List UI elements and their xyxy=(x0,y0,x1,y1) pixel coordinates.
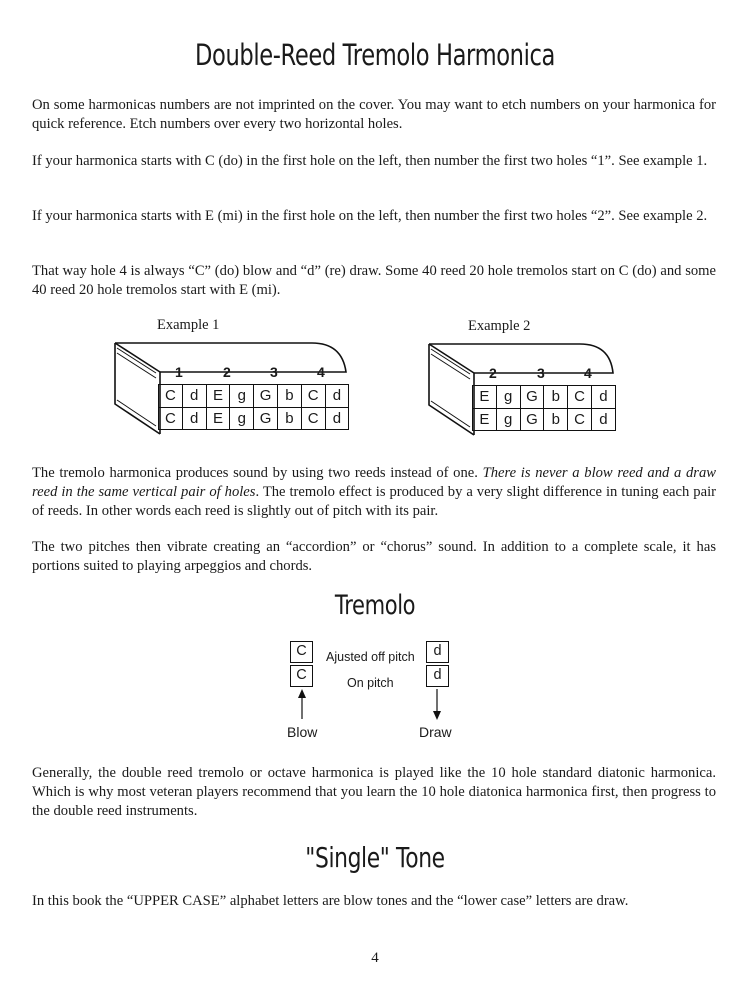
blow-label: Blow xyxy=(287,724,318,740)
note-cell: G xyxy=(254,385,278,408)
note-cell: d xyxy=(325,385,349,408)
example2-top-row xyxy=(473,386,616,409)
note-cell: C xyxy=(568,386,592,409)
tremolo-explanation-paragraph xyxy=(32,464,716,521)
note-cell: g xyxy=(496,408,520,431)
intro-paragraph: On some harmonicas numbers are not imprinted on the cover. You may want to etch numbers on your harmonica for quick reference. Etch numbers over every two horizontal holes. xyxy=(32,97,716,132)
note-cell: d xyxy=(182,407,206,430)
tremolo-text-end: . The tremolo effect is produced by a very slight difference in tuning each pair of reeds. In other words each reed is slightly out of pitch with its pair. xyxy=(32,484,716,519)
note-cell: G xyxy=(520,408,544,431)
note-cell: d xyxy=(591,386,615,409)
adjusted-off-pitch-label: Ajusted off pitch xyxy=(326,650,415,664)
note-cell: G xyxy=(254,407,278,430)
note-cell: E xyxy=(206,407,230,430)
note-cell: b xyxy=(544,386,568,409)
example1-label: Example 1 xyxy=(157,317,220,333)
example1-hole-number: 3 xyxy=(270,364,278,380)
example1-hole-number: 1 xyxy=(175,364,183,380)
example2-bottom-row xyxy=(473,408,616,431)
note-cell: d xyxy=(325,407,349,430)
note-cell: C xyxy=(568,408,592,431)
tremolo-text-start: The tremolo harmonica produces sound by using two reeds instead of one. xyxy=(32,465,483,481)
example2-note-grid xyxy=(472,385,616,431)
draw-reed-top: d xyxy=(426,641,449,663)
tremolo-text-emphasis: There is never a blow reed and a draw reed in the same vertical pair of holes xyxy=(32,465,716,500)
example1-hole-number: 4 xyxy=(317,364,325,380)
single-tone-heading: "Single" Tone xyxy=(305,841,445,874)
tremolo-heading: Tremolo xyxy=(334,590,416,621)
example2-hole-number: 2 xyxy=(489,365,497,381)
example2-label: Example 2 xyxy=(468,318,531,334)
example1-note-grid xyxy=(158,384,349,430)
example2-hole-number: 3 xyxy=(537,365,545,381)
note-cell: g xyxy=(230,385,254,408)
example2-hole-number: 4 xyxy=(584,365,592,381)
note-cell: E xyxy=(206,385,230,408)
example2-harmonica-diagram xyxy=(426,341,618,437)
example1-harmonica-diagram xyxy=(112,340,352,436)
notation-paragraph: In this book the “UPPER CASE” alphabet letters are blow tones and the “lower case” letters are draw. xyxy=(32,893,629,909)
hole4-paragraph: That way hole 4 is always “C” (do) blow and “d” (re) draw. Some 40 reed 20 hole tremolos start on C (do) and some 40 reed 20 hole tremolos start with E (mi). xyxy=(32,263,716,298)
note-cell: b xyxy=(277,407,301,430)
note-cell: b xyxy=(277,385,301,408)
note-cell: C xyxy=(301,385,325,408)
draw-arrow-icon xyxy=(433,711,441,720)
note-cell: G xyxy=(520,386,544,409)
chorus-paragraph: The two pitches then vibrate creating an “accordion” or “chorus” sound. In addition to a complete scale, it has portions suited to playing arpeggios and chords. xyxy=(32,539,716,574)
note-cell: b xyxy=(544,408,568,431)
example1-hole-number: 2 xyxy=(223,364,231,380)
draw-label: Draw xyxy=(419,724,452,740)
example1-top-row xyxy=(159,385,349,408)
on-pitch-label: On pitch xyxy=(347,676,394,690)
note-cell: C xyxy=(159,385,183,408)
example1-instruction-paragraph: If your harmonica starts with C (do) in the first hole on the left, then number the first two holes “1”. See example 1. xyxy=(32,153,708,169)
note-cell: E xyxy=(473,408,497,431)
diatonic-comparison-paragraph: Generally, the double reed tremolo or octave harmonica is played like the 10 hole standard diatonic harmonica. Which is why most veteran players recommend that you learn the 10 hole diatonica harmonica first, then progress to the double reed instruments. xyxy=(32,765,716,819)
page-number: 4 xyxy=(371,950,379,966)
blow-reed-top: C xyxy=(290,641,313,663)
note-cell: C xyxy=(159,407,183,430)
note-cell: d xyxy=(182,385,206,408)
tremolo-arrows xyxy=(285,689,465,721)
draw-reed-bottom: d xyxy=(426,665,449,687)
example1-bottom-row xyxy=(159,407,349,430)
note-cell: g xyxy=(496,386,520,409)
page-title: Double-Reed Tremolo Harmonica xyxy=(194,38,556,72)
note-cell: d xyxy=(591,408,615,431)
blow-arrow-icon xyxy=(298,689,306,698)
note-cell: C xyxy=(301,407,325,430)
note-cell: E xyxy=(473,386,497,409)
blow-reed-bottom: C xyxy=(290,665,313,687)
example2-instruction-paragraph: If your harmonica starts with E (mi) in the first hole on the left, then number the first two holes “2”. See example 2. xyxy=(32,208,708,224)
note-cell: g xyxy=(230,407,254,430)
